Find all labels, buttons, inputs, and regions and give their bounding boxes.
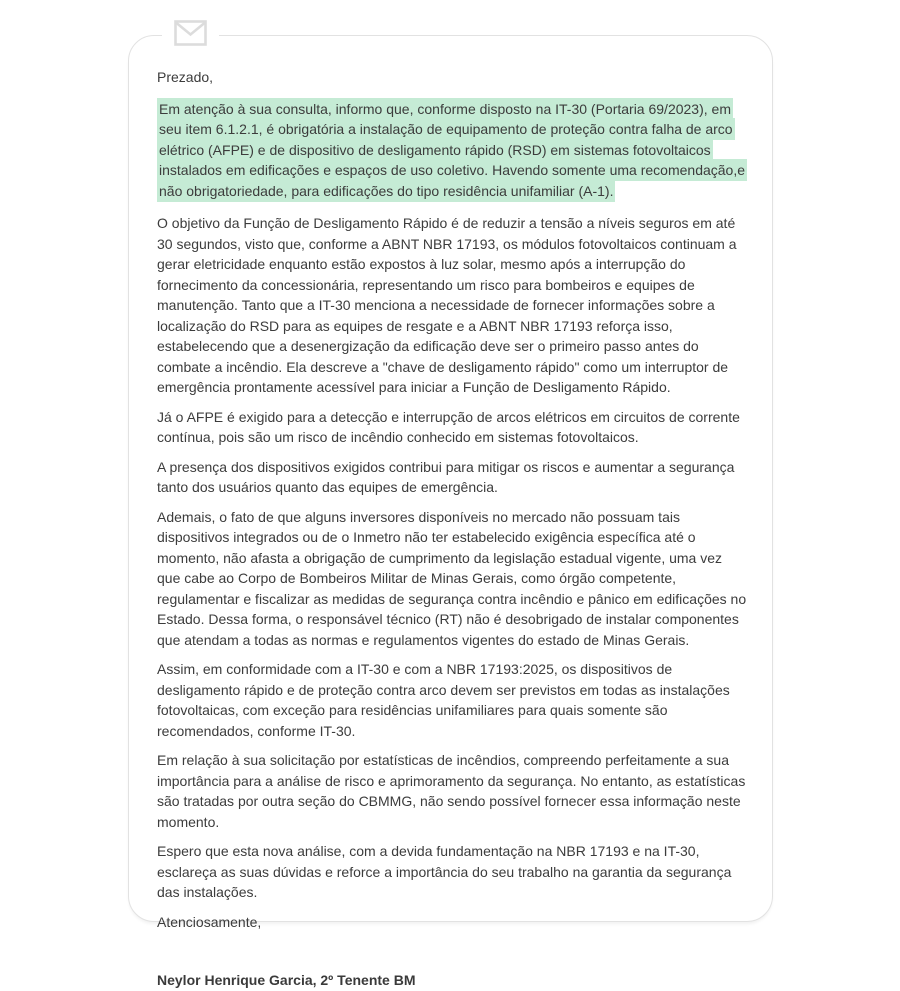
email-body	[129, 36, 772, 991]
email-paragraph: Em relação à sua solicitação por estatísticas de incêndios, compreendo perfeitamente a sua importância para a análise de risco e aprimoramento da segurança. No entanto, as estatísticas são tratadas por outra seção do CBMMG, não sendo possível fornecer essa informação neste momento.	[157, 752, 746, 830]
email-paragraph: Já o AFPE é exigido para a detecção e interrupção de arcos elétricos em circuitos de corrente contínua, pois são um risco de incêndio conhecido em sistemas fotovoltaicos.	[157, 408, 740, 445]
email-card	[128, 35, 773, 988]
highlighted-paragraph	[157, 99, 747, 202]
closing: Atenciosamente,	[157, 913, 262, 930]
email-paragraph: O objetivo da Função de Desligamento Rápido é de reduzir a tensão a níveis seguros em até 30 segundos, visto que, conforme a ABNT NBR 17193, os módulos fotovoltaicos continuam a gerar eletricidade enquanto estão expostos à luz solar, mesmo após a interrupção do fornecimento da concessionária, representando um risco para bombeiros e equipes de manutenção. Tanto que a IT-30 menciona a necessidade de fornecer informações sobre a localização do RSD para as equipes de resgate e a ABNT NBR 17193 reforça isso, estabelecendo que a desenergização da edificação deve ser o primeiro passo antes do combate a incêndio. Ela descreve a "chave de desligamento rápido" como um interruptor de emergência prontamente acessível para iniciar a Função de Desligamento Rápido.	[157, 215, 737, 395]
signature: Neylor Henrique Garcia, 2º Tenente BM	[157, 972, 416, 988]
email-paragraph: A presença dos dispositivos exigidos contribui para mitigar os riscos e aumentar a segurança tanto dos usuários quanto das equipes de emergência.	[157, 458, 735, 495]
greeting: Prezado,	[157, 69, 214, 85]
highlight-mark: Em atenção à sua consulta, informo que, conforme disposto na IT-30 (Portaria 69/2023), em seu item 6.1.2.1, é obrigatória a instalação de equipamento de proteção contra falha de arco elétrico (AFPE) e de dispositivo de desligamento rápido (RSD) em sistemas fotovoltaicos instalados em edificações e espaços de uso coletivo. Havendo somente uma recomendação,e não obrigatoriedade, para edificações do tipo residência unifamiliar (A-1).	[157, 98, 747, 202]
email-paragraph: Assim, em conformidade com a IT-30 e com a NBR 17193:2025, os dispositivos de desligamento rápido e de proteção contra arco devem ser previstos em todas as instalações fotovoltaicas, com exceção para residências unifamiliares para quais somente são recomendados, conforme IT-30.	[157, 661, 730, 739]
envelope-icon	[162, 20, 219, 46]
email-paragraph: Ademais, o fato de que alguns inversores disponíveis no mercado não possuam tais dispositivos integrados ou de o Inmetro não ter estabelecido exigência específica até o momento, não afasta a obrigação de cumprimento da legislação estadual vigente, uma vez que cabe ao Corpo de Bombeiros Militar de Minas Gerais, como órgão competente, regulamentar e fiscalizar as medidas de segurança contra incêndio e pânico em edificações no Estado. Dessa forma, o responsável técnico (RT) não é desobrigado de instalar componentes que atendam a todas as normas e regulamentos vigentes do estado de Minas Gerais.	[157, 508, 747, 648]
email-paragraph: Espero que esta nova análise, com a devida fundamentação na NBR 17193 e na IT-30, esclareça as suas dúvidas e reforce a importância do seu trabalho na garantia da segurança das instalações.	[157, 843, 732, 900]
